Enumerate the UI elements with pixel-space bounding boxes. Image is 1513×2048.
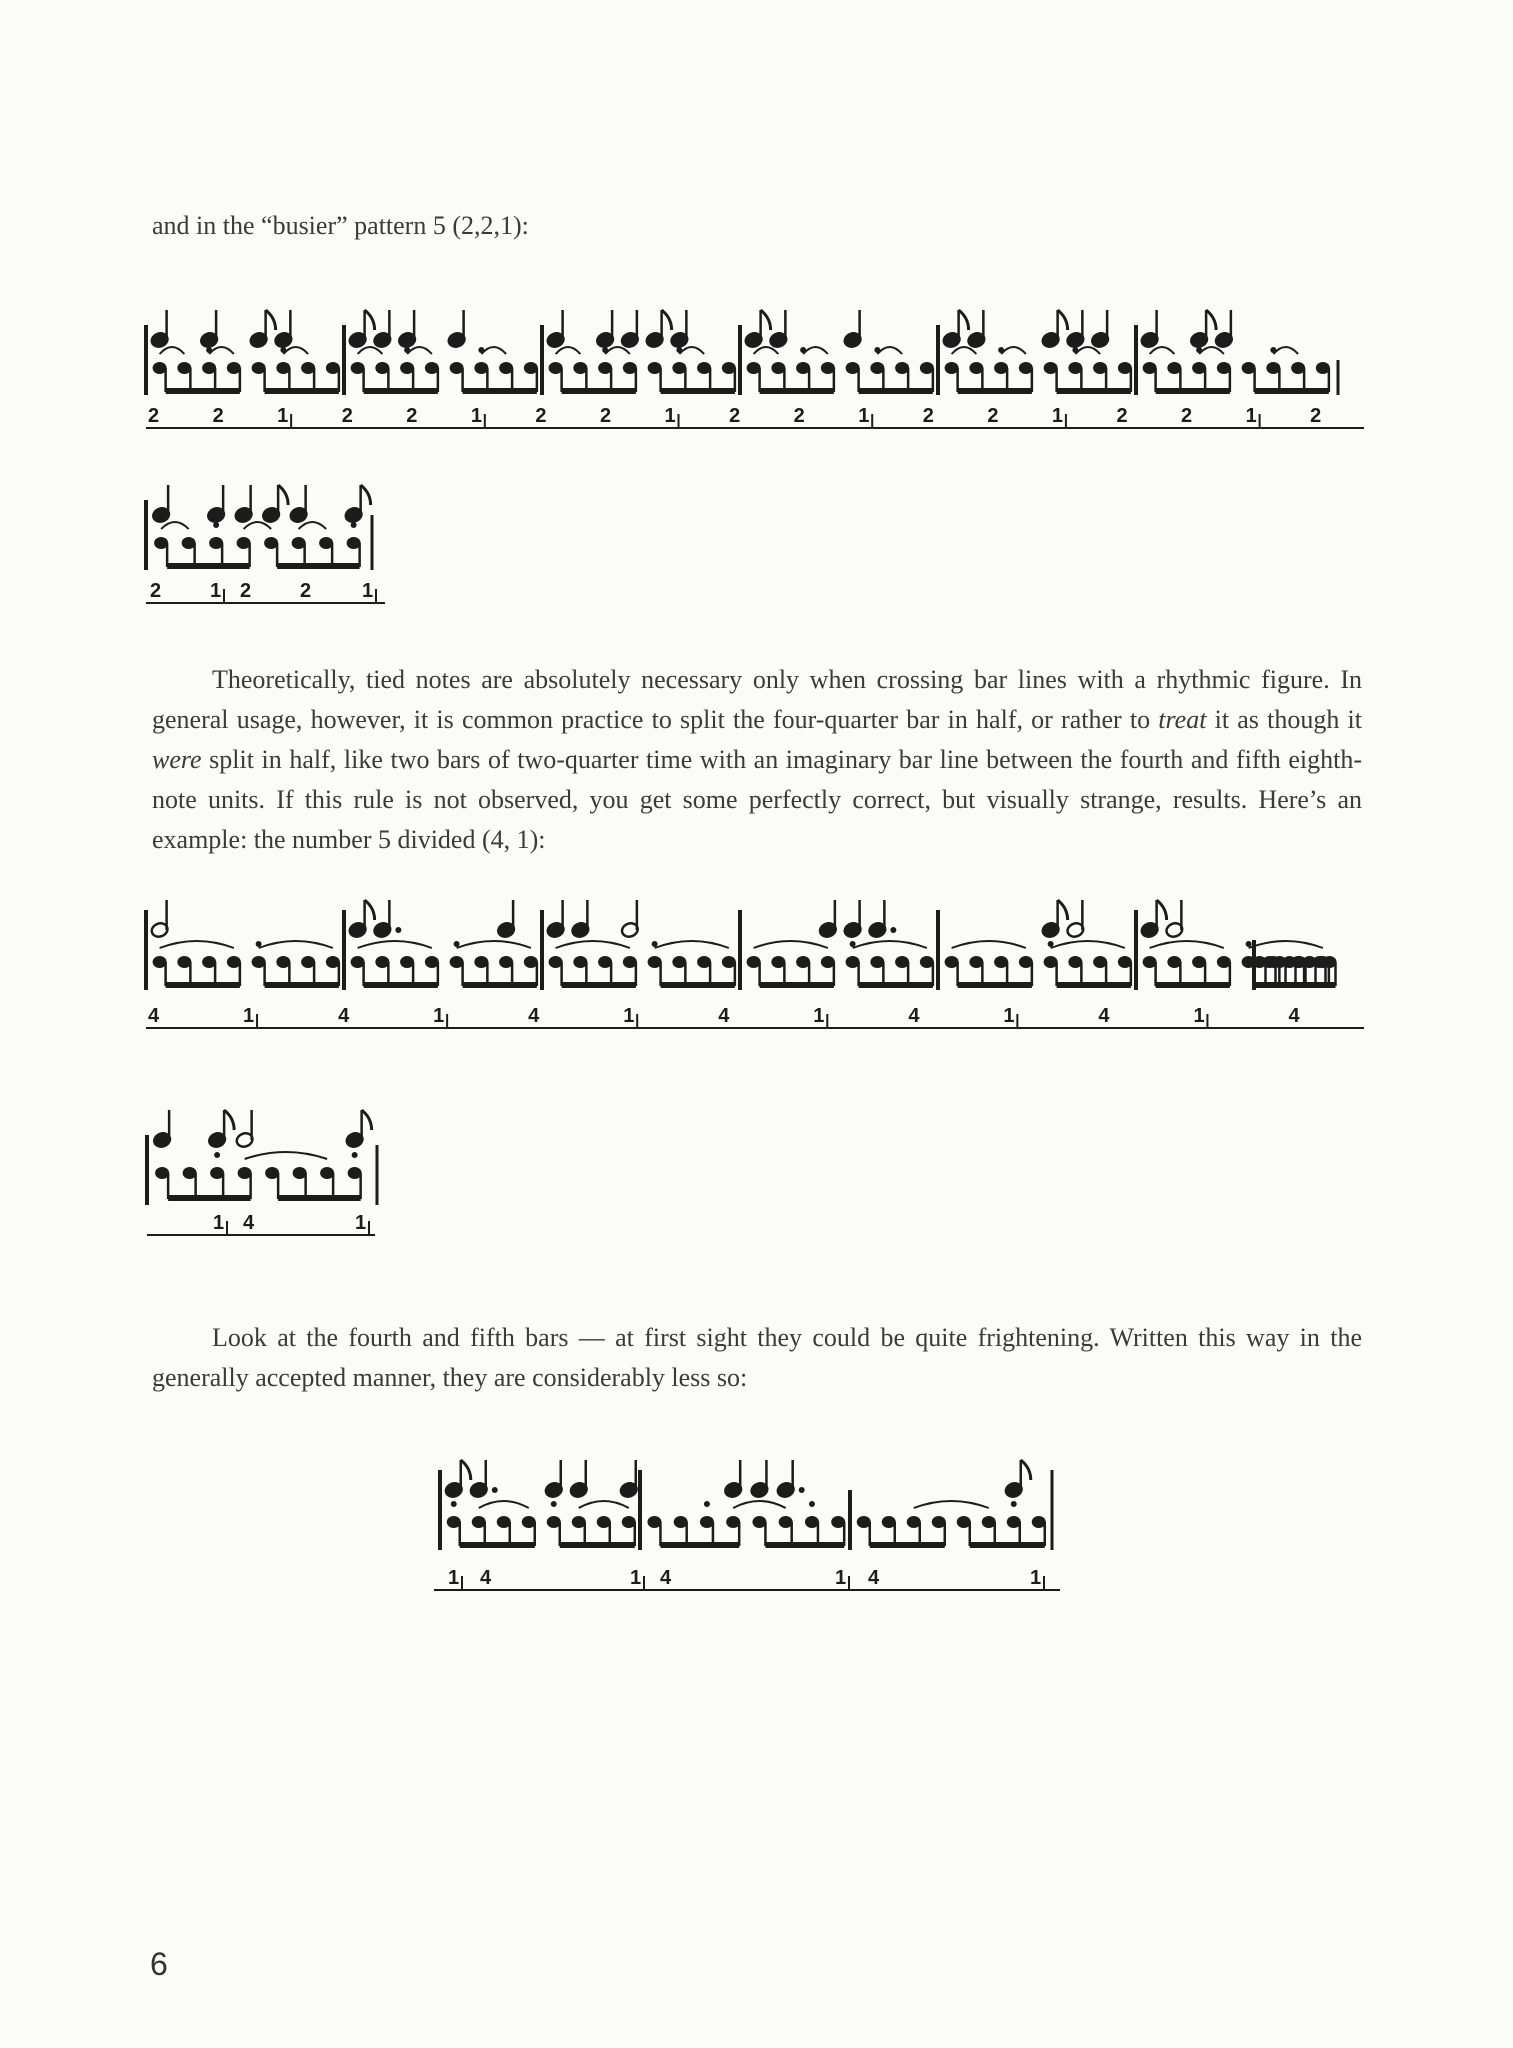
count-label: 2	[535, 405, 547, 427]
beam	[1057, 982, 1131, 988]
beam	[167, 563, 250, 569]
flag	[278, 485, 288, 505]
count-label: 2	[922, 405, 934, 427]
slur	[209, 347, 234, 354]
count-label: 1	[630, 1567, 642, 1589]
slur	[1075, 347, 1100, 354]
count-label: 4	[480, 1567, 492, 1589]
beam	[760, 982, 834, 988]
flag	[662, 310, 672, 330]
flag	[1021, 1460, 1031, 1480]
augmentation-dot	[492, 1487, 498, 1493]
beam	[166, 388, 240, 394]
count-label: 1	[623, 1005, 635, 1027]
count-label: 2	[341, 405, 353, 427]
beam	[364, 388, 438, 394]
slur	[1249, 941, 1323, 948]
count-label: 4	[1288, 1005, 1300, 1027]
slur	[877, 347, 902, 354]
beam	[958, 388, 1032, 394]
beam	[958, 982, 1032, 988]
count-label: 1	[213, 1212, 225, 1234]
slur	[407, 347, 432, 354]
accent-dot	[850, 941, 856, 947]
slur	[733, 1501, 786, 1508]
count-label: 1	[448, 1567, 460, 1589]
beam	[870, 1542, 945, 1548]
count-label: 1	[243, 1005, 255, 1027]
count-label: 1	[210, 580, 222, 602]
page-number: 6	[150, 1946, 168, 1982]
beam	[562, 388, 636, 394]
slur	[244, 522, 272, 529]
flag	[224, 1110, 234, 1130]
slur	[952, 941, 1026, 948]
count-label: 2	[1116, 405, 1128, 427]
count-label: 2	[599, 405, 612, 427]
count-label: 1	[277, 405, 289, 427]
slur	[1150, 941, 1224, 948]
slur	[556, 347, 581, 354]
paragraph-text: Theoretically, tied notes are absolutely necessary only when crossing bar lines with a rhythmic figure. In general usage, however, it is common practice to split the four-quarter bar in half, or rather to	[152, 665, 1362, 734]
count-label: 1	[470, 405, 482, 427]
count-label: 1	[664, 405, 676, 427]
beam	[463, 388, 537, 394]
count-label: 1	[1051, 405, 1064, 427]
beam	[660, 1542, 739, 1548]
count-label: 4	[243, 1212, 255, 1234]
slur	[853, 941, 927, 948]
count-label: 4	[1098, 1005, 1110, 1027]
flag	[959, 310, 969, 330]
beam	[1306, 982, 1336, 988]
flag	[461, 1460, 471, 1480]
slur	[579, 1501, 629, 1508]
beam	[760, 388, 834, 394]
flag	[1058, 310, 1068, 330]
count-label: 4	[660, 1567, 672, 1589]
slur	[754, 941, 828, 948]
flag	[1058, 900, 1068, 920]
accent-dot	[454, 941, 460, 947]
slur	[161, 522, 189, 529]
count-label: 2	[148, 405, 160, 427]
slur	[457, 941, 531, 948]
count-label: 2	[150, 580, 162, 602]
slur	[1051, 941, 1125, 948]
count-label: 2	[1310, 405, 1322, 427]
beam	[168, 1195, 251, 1201]
count-label: 4	[718, 1005, 730, 1027]
accent-dot	[451, 1501, 457, 1507]
paragraph-text: split in half, like two bars of two-quarter time with an imaginary bar line between the fourth and fifth eighth-note units. If this rule is not observed, you get some perfectly correct, but visually strange, results. Here’s an example: the number 5 divided (4, 1):	[152, 745, 1362, 854]
accent-dot	[256, 941, 262, 947]
accent-dot	[214, 1152, 220, 1158]
slur	[358, 941, 432, 948]
beam	[463, 982, 537, 988]
slur	[556, 941, 630, 948]
count-label: 2	[729, 405, 741, 427]
beam	[460, 1542, 535, 1548]
notation-example-5	[430, 1440, 1070, 1610]
accent-dot	[704, 1501, 710, 1507]
beam	[1057, 388, 1131, 394]
accent-dot	[809, 1501, 815, 1507]
notation-example-4	[135, 1095, 455, 1255]
slur	[605, 347, 630, 354]
count-label: 2	[212, 405, 224, 427]
count-label: 2	[406, 405, 418, 427]
flag	[1206, 310, 1216, 330]
slur	[160, 941, 234, 948]
beam	[1156, 388, 1230, 394]
flag	[1157, 900, 1167, 920]
intro-line: and in the “busier” pattern 5 (2,2,1):	[152, 211, 529, 240]
count-label: 2	[1181, 405, 1193, 427]
count-label: 1	[835, 1567, 847, 1589]
slur	[481, 347, 506, 354]
slur	[358, 347, 383, 354]
count-label: 4	[338, 1005, 350, 1027]
flag	[761, 310, 771, 330]
count-label: 4	[908, 1005, 920, 1027]
beam	[364, 982, 438, 988]
notation-example-3	[140, 880, 1370, 1050]
count-label: 1	[1245, 405, 1257, 427]
accent-dot	[1048, 941, 1054, 947]
paragraph-text: it as though it	[1206, 705, 1362, 734]
beam	[1266, 982, 1296, 988]
slur	[1273, 347, 1298, 354]
paragraph-emphasis-were: were	[152, 745, 202, 774]
count-label: 4	[868, 1567, 880, 1589]
example-1-group	[146, 310, 1364, 428]
slur	[803, 347, 828, 354]
accent-dot	[551, 1501, 557, 1507]
count-label: 4	[148, 1005, 160, 1027]
beam	[859, 982, 933, 988]
count-label: 4	[528, 1005, 540, 1027]
accent-dot	[1246, 941, 1252, 947]
slur	[160, 347, 185, 354]
paragraph-tied-notes	[152, 660, 1362, 860]
flag	[266, 310, 276, 330]
beam	[166, 982, 240, 988]
augmentation-dot	[799, 1487, 805, 1493]
slur	[655, 941, 729, 948]
flag	[365, 310, 375, 330]
beam	[265, 982, 339, 988]
augmentation-dot	[395, 927, 401, 933]
paragraph-fourth-fifth-bars: Look at the fourth and fifth bars — at first sight they could be quite frightening. Written this way in the generally accepted manner, they are considerably less so:	[152, 1323, 1362, 1392]
slur	[679, 347, 704, 354]
beam	[265, 388, 339, 394]
flag	[365, 900, 375, 920]
count-label: 2	[240, 580, 252, 602]
slur	[245, 1152, 328, 1159]
beam	[278, 1195, 361, 1201]
count-label: 2	[300, 580, 312, 602]
slur	[754, 347, 779, 354]
accent-dot	[652, 941, 658, 947]
slur	[1001, 347, 1026, 354]
accent-dot	[352, 1152, 358, 1158]
notation-example-1	[140, 300, 1370, 440]
flag	[361, 485, 371, 505]
paragraph-emphasis-treat: treat	[1158, 705, 1207, 734]
beam	[560, 1542, 635, 1548]
count-label: 2	[987, 405, 999, 427]
augmentation-dot	[890, 927, 896, 933]
beam	[661, 388, 735, 394]
slur	[1199, 347, 1224, 354]
beam	[765, 1542, 844, 1548]
slur	[479, 1501, 529, 1508]
slur	[259, 941, 333, 948]
notation-example-2	[140, 475, 460, 615]
count-label: 1	[362, 580, 374, 602]
slur	[1150, 347, 1175, 354]
beam	[277, 563, 360, 569]
flag	[362, 1110, 372, 1130]
beam	[1156, 982, 1230, 988]
slur	[952, 347, 977, 354]
count-label: 1	[433, 1005, 445, 1027]
count-label: 2	[793, 405, 805, 427]
slur	[299, 522, 327, 529]
beam	[859, 388, 933, 394]
accent-dot	[1011, 1501, 1017, 1507]
slur	[283, 347, 308, 354]
count-label: 1	[813, 1005, 825, 1027]
beam	[970, 1542, 1045, 1548]
count-label: 1	[1193, 1005, 1205, 1027]
slur	[914, 1501, 989, 1508]
count-label: 1	[1030, 1567, 1042, 1589]
count-label: 1	[355, 1212, 367, 1234]
beam	[562, 982, 636, 988]
beam	[661, 982, 735, 988]
count-label: 1	[1003, 1005, 1015, 1027]
count-label: 1	[858, 405, 870, 427]
beam	[1255, 388, 1329, 394]
